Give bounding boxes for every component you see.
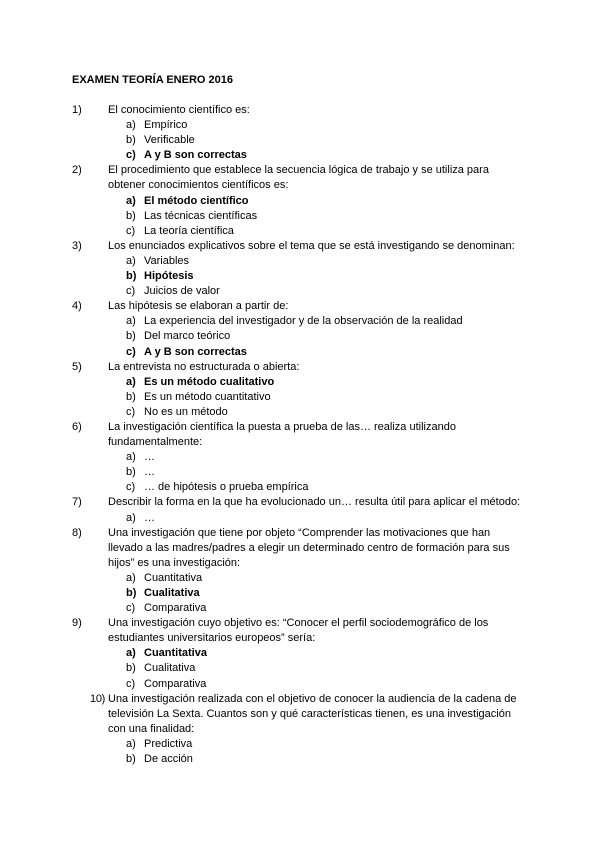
option-letter: c) (126, 345, 136, 358)
option-text: … (144, 466, 155, 479)
answer-option (108, 465, 528, 480)
option-letter: b) (126, 134, 136, 147)
option-letter: a) (126, 119, 136, 132)
question-number: 4) (72, 300, 82, 313)
option-letter: b) (126, 753, 136, 766)
option-text: A y B son correctas (144, 345, 247, 358)
question-number: 10) (90, 692, 105, 705)
answer-option (108, 450, 528, 465)
option-letter: a) (126, 194, 136, 207)
question-item (0, 299, 528, 359)
question-number: 9) (72, 617, 82, 630)
option-list (108, 737, 528, 767)
option-list (108, 254, 528, 299)
option-letter: a) (126, 647, 136, 660)
option-letter: a) (126, 375, 136, 388)
question-number: 1) (72, 104, 82, 116)
answer-option (108, 209, 528, 224)
answer-option (108, 511, 528, 526)
option-text: El método científico (144, 194, 249, 207)
answer-option (108, 390, 528, 405)
option-letter: c) (126, 481, 136, 494)
option-text: … (144, 451, 155, 464)
option-text: Comparativa (144, 602, 207, 615)
question-number: 6) (72, 420, 82, 433)
answer-option-correct (108, 194, 528, 209)
option-letter: c) (126, 149, 136, 162)
question-text: Los enunciados explicativos sobre el tema que se está investigando se denominan: (108, 239, 515, 252)
option-letter: b) (126, 662, 136, 675)
option-letter: b) (126, 270, 137, 283)
question-item (0, 692, 528, 767)
answer-option (108, 405, 528, 420)
answer-option-correct (108, 148, 528, 163)
answer-option (108, 118, 528, 133)
question-number: 8) (72, 526, 82, 539)
option-letter: b) (126, 330, 136, 343)
option-text: Cuantitativa (144, 647, 207, 660)
question-number: 5) (72, 360, 82, 373)
answer-option (108, 224, 528, 239)
option-text: Verificable (144, 134, 195, 147)
option-list (108, 194, 528, 239)
option-letter: b) (126, 587, 137, 599)
option-text: No es un método (144, 405, 228, 418)
option-text: Predictiva (144, 737, 193, 750)
answer-option-correct (108, 586, 528, 601)
option-text: Es un método cualitativo (144, 375, 275, 388)
question-item (0, 420, 528, 495)
option-text: … de hipótesis o prueba empírica (144, 481, 309, 494)
question-number: 3) (72, 239, 82, 252)
answer-option (108, 284, 528, 299)
option-letter: a) (126, 315, 136, 328)
option-text: Hipótesis (144, 270, 194, 283)
option-letter: c) (126, 405, 136, 418)
question-text: El conocimiento científico es: (108, 104, 250, 116)
question-item (0, 616, 528, 691)
option-letter: c) (126, 602, 136, 615)
answer-option (108, 329, 528, 344)
option-text: De acción (144, 753, 193, 766)
answer-option (108, 601, 528, 616)
question-text: Una investigación cuyo objetivo es: “Conocer el perfil sociodemográfico de los estudiantes universitarios europeos” sería: (108, 617, 489, 645)
option-letter: a) (126, 511, 136, 524)
question-number: 7) (72, 496, 82, 509)
answer-option (108, 677, 528, 692)
question-text: Las hipótesis se elaboran a partir de: (108, 300, 289, 313)
answer-option-correct (108, 375, 528, 390)
question-text: La investigación científica la puesta a prueba de las… realiza utilizando fundamentalmente: (108, 420, 456, 449)
answer-option (108, 480, 528, 495)
option-text: Juicios de valor (144, 285, 220, 298)
question-number: 2) (72, 164, 82, 177)
answer-option-correct (108, 269, 528, 284)
option-list (108, 375, 528, 420)
question-text: El procedimiento que establece la secuencia lógica de trabajo y se utiliza para obtener conocimientos científicos es: (108, 164, 489, 192)
question-item (0, 360, 528, 420)
question-item (0, 526, 528, 617)
answer-option (108, 661, 528, 676)
option-letter: c) (126, 677, 136, 690)
option-list (108, 571, 528, 616)
answer-option-correct (108, 345, 528, 360)
option-text: Comparativa (144, 677, 207, 690)
answer-option (108, 133, 528, 148)
option-text: Empírico (144, 119, 188, 132)
question-text: Una investigación que tiene por objeto “Comprender las motivaciones que han llevado a las madres/padres a elegir un determinado centro de formación para sus hijos” es una investigación: (108, 526, 510, 569)
option-list (108, 450, 528, 495)
option-letter: b) (126, 390, 136, 403)
question-list (0, 103, 600, 767)
answer-option (108, 737, 528, 752)
option-text: Cualitativa (144, 587, 200, 599)
option-letter: a) (126, 254, 136, 267)
option-letter: a) (126, 451, 136, 464)
option-text: La teoría científica (144, 224, 234, 237)
option-text: Es un método cuantitativo (144, 390, 271, 403)
question-item (0, 495, 528, 525)
answer-option (108, 571, 528, 586)
option-letter: c) (126, 285, 136, 298)
option-text: Cuantitativa (144, 571, 203, 584)
option-letter: a) (126, 737, 136, 750)
option-text: … (144, 511, 155, 524)
option-text: Cualitativa (144, 662, 196, 675)
option-letter: b) (126, 209, 136, 222)
option-text: La experiencia del investigador y de la observación de la realidad (144, 315, 463, 328)
question-item (0, 103, 528, 163)
option-letter: b) (126, 466, 136, 479)
answer-option-correct (108, 646, 528, 661)
question-text: Una investigación realizada con el objetivo de conocer la audiencia de la cadena de televisión La Sexta. Cuantos son y qué características tienen, es una investigación con una finalidad: (108, 692, 517, 735)
question-item (0, 163, 528, 238)
option-list (108, 511, 528, 526)
question-text: La entrevista no estructurada o abierta: (108, 360, 300, 373)
option-text: A y B son correctas (144, 149, 247, 162)
answer-option (108, 752, 528, 767)
option-text: Las técnicas científicas (144, 209, 258, 222)
question-text: Describir la forma en la que ha evolucionado un… resulta útil para aplicar el método: (108, 496, 521, 509)
question-item (0, 239, 528, 299)
option-letter: c) (126, 224, 136, 237)
option-text: Variables (144, 254, 190, 267)
option-list (108, 646, 528, 691)
option-list (108, 314, 528, 359)
answer-option (108, 314, 528, 329)
option-text: Del marco teórico (144, 330, 231, 343)
exam-title: EXAMEN TEORÍA ENERO 2016 (72, 74, 233, 86)
option-list (108, 118, 528, 163)
option-letter: a) (126, 571, 136, 584)
answer-option (108, 254, 528, 269)
